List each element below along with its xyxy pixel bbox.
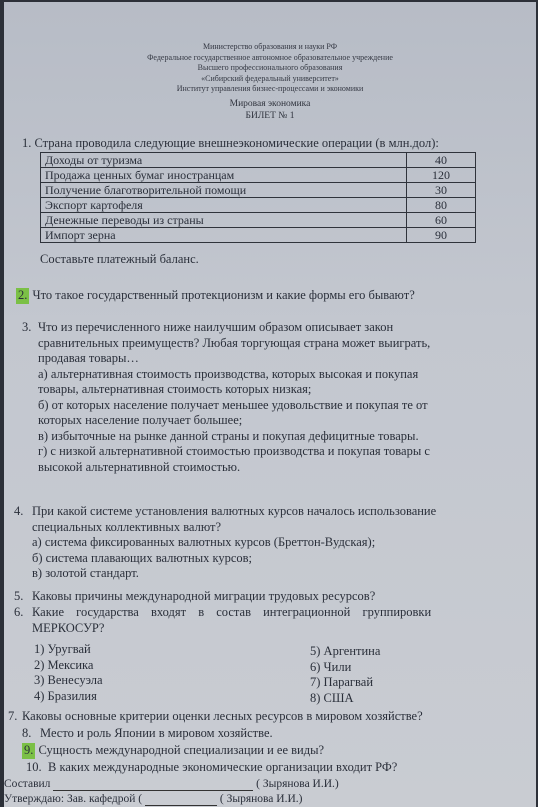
- question-number: 3.: [22, 320, 32, 334]
- answer-option: б) от которых население получает меньшее удовольствие и покупая те от: [38, 397, 428, 412]
- answer-option: 5) Аргентина: [310, 644, 381, 658]
- question-10: [26, 760, 397, 776]
- question-line: продавая товары…: [38, 351, 139, 365]
- question-3: [22, 320, 528, 475]
- answer-option: в) золотой стандарт.: [32, 566, 139, 580]
- question-6: [14, 605, 524, 636]
- options-right-column: [310, 644, 380, 706]
- table-row: [41, 183, 476, 198]
- compiled-by: [4, 778, 339, 791]
- header-line: Высшего профессионального образования: [197, 63, 343, 72]
- question-2: [16, 288, 415, 304]
- answer-option: 6) Чили: [310, 659, 352, 674]
- table-row: [41, 198, 476, 213]
- ticket-number: БИЛЕТ № 1: [245, 111, 295, 121]
- question-number: 6.: [14, 605, 24, 619]
- question-number: 4.: [14, 504, 24, 518]
- table-cell-label: Продажа ценных бумаг иностранцам: [41, 168, 407, 183]
- operations-table: [40, 152, 476, 243]
- approved-by: [4, 793, 302, 806]
- question-line: сравнительных преимуществ? Любая торгующая страна может выиграть,: [38, 335, 431, 350]
- question-number: 10.: [26, 760, 42, 774]
- answer-option: 7) Парагвай: [310, 675, 374, 689]
- table-cell-value: 40: [407, 153, 476, 168]
- question-1-instruction: Составьте платежный баланс.: [40, 252, 199, 266]
- question-number: 2.: [18, 288, 28, 302]
- header-line: Федеральное государственное автономное образовательное учреждение: [147, 52, 393, 62]
- question-line: При какой системе установления валютных курсов началось использование: [32, 504, 437, 518]
- exam-sheet: [4, 2, 536, 807]
- table-cell-value: 120: [407, 168, 476, 183]
- question-text: Каковы основные критерии оценки лесных ресурсов в мировом хозяйстве?: [22, 709, 423, 723]
- signature-line: [53, 780, 253, 791]
- question-number: 1.: [22, 136, 32, 150]
- header-line: Институт управления бизнес-процессами и экономики: [176, 84, 364, 93]
- ticket-header: [4, 98, 536, 122]
- institution-header: [4, 42, 536, 95]
- question-number: 8.: [22, 726, 32, 740]
- approved-label: Утверждаю: Зав. кафедрой (: [4, 793, 143, 805]
- table-row: [41, 213, 476, 228]
- table-cell-value: 80: [407, 198, 476, 213]
- answer-option: г) с низкой альтернативной стоимостью производства и покупая товары с: [38, 444, 430, 458]
- answer-option: высокой альтернативной стоимостью.: [38, 459, 241, 474]
- table-cell-label: Доходы от туризма: [41, 153, 407, 168]
- header-line: Министерство образования и науки РФ: [202, 42, 338, 51]
- question-1: [22, 136, 439, 152]
- compiled-label: Составил: [4, 778, 51, 790]
- answer-option: товары, альтернативная стоимость которых низкая;: [38, 382, 312, 396]
- options-left-column: [34, 642, 103, 704]
- table-row: [41, 153, 476, 168]
- subject-title: Мировая экономика: [229, 99, 311, 109]
- answer-option: 8) США: [310, 690, 354, 705]
- question-number: 5.: [14, 589, 24, 603]
- table-cell-label: Импорт зерна: [41, 228, 407, 243]
- table-row: [41, 168, 476, 183]
- question-text: Сущность международной специализации и ее виды?: [38, 743, 325, 757]
- question-9: [22, 743, 324, 759]
- answer-option: б) система плавающих валютных курсов;: [32, 550, 253, 565]
- question-7: [8, 709, 423, 725]
- question-line: МЕРКОСУР?: [32, 620, 105, 635]
- answer-option: 3) Венесуэла: [34, 673, 103, 687]
- signature-line: [145, 795, 217, 806]
- question-number: 7.: [8, 709, 18, 723]
- answer-option: в) избыточные на рынке данной страны и покупая дефицитные товары.: [38, 428, 419, 443]
- question-text: Что такое государственный протекционизм и какие формы его бывают?: [32, 288, 415, 302]
- table-cell-label: Получение благотворительной помощи: [41, 183, 407, 198]
- approved-name: ( Зырянова И.И.): [219, 793, 303, 805]
- question-text: Каковы причины международной миграции трудовых ресурсов?: [32, 589, 376, 603]
- question-text: В каких международные экономические организации входит РФ?: [48, 760, 398, 774]
- question-text: Место и роль Японии в мировом хозяйстве.: [40, 726, 273, 740]
- question-line: Какие государства входят в состав интеграционной группировки: [32, 605, 432, 619]
- header-line: «Сибирский федеральный университет»: [201, 73, 339, 83]
- table-cell-value: 90: [407, 228, 476, 243]
- table-row: [41, 228, 476, 243]
- table-cell-value: 60: [407, 213, 476, 228]
- question-number: 9.: [24, 743, 34, 757]
- question-line: Что из перечисленного ниже наилучшим образом описывает закон: [38, 320, 394, 334]
- answer-option: а) альтернативная стоимость производства, которых высокая и покупая: [38, 366, 419, 381]
- table-cell-label: Денежные переводы из страны: [41, 213, 407, 228]
- compiled-name: ( Зырянова И.И.): [256, 778, 339, 790]
- answer-option: 2) Мексика: [34, 657, 94, 672]
- question-5: [14, 589, 375, 605]
- answer-option: а) система фиксированных валютных курсов (Бреттон-Вудская);: [32, 535, 376, 549]
- table-cell-value: 30: [407, 183, 476, 198]
- question-line: специальных коллективных валют?: [32, 519, 222, 534]
- question-8: [22, 726, 273, 742]
- question-4: [14, 504, 528, 582]
- answer-option: 4) Бразилия: [34, 688, 97, 703]
- answer-option: 1) Уругвай: [34, 642, 91, 656]
- table-cell-label: Экспорт картофеля: [41, 198, 407, 213]
- question-text: Страна проводила следующие внешнеэкономические операции (в млн.дол):: [34, 136, 439, 150]
- answer-option: которых население получает большее;: [38, 413, 243, 427]
